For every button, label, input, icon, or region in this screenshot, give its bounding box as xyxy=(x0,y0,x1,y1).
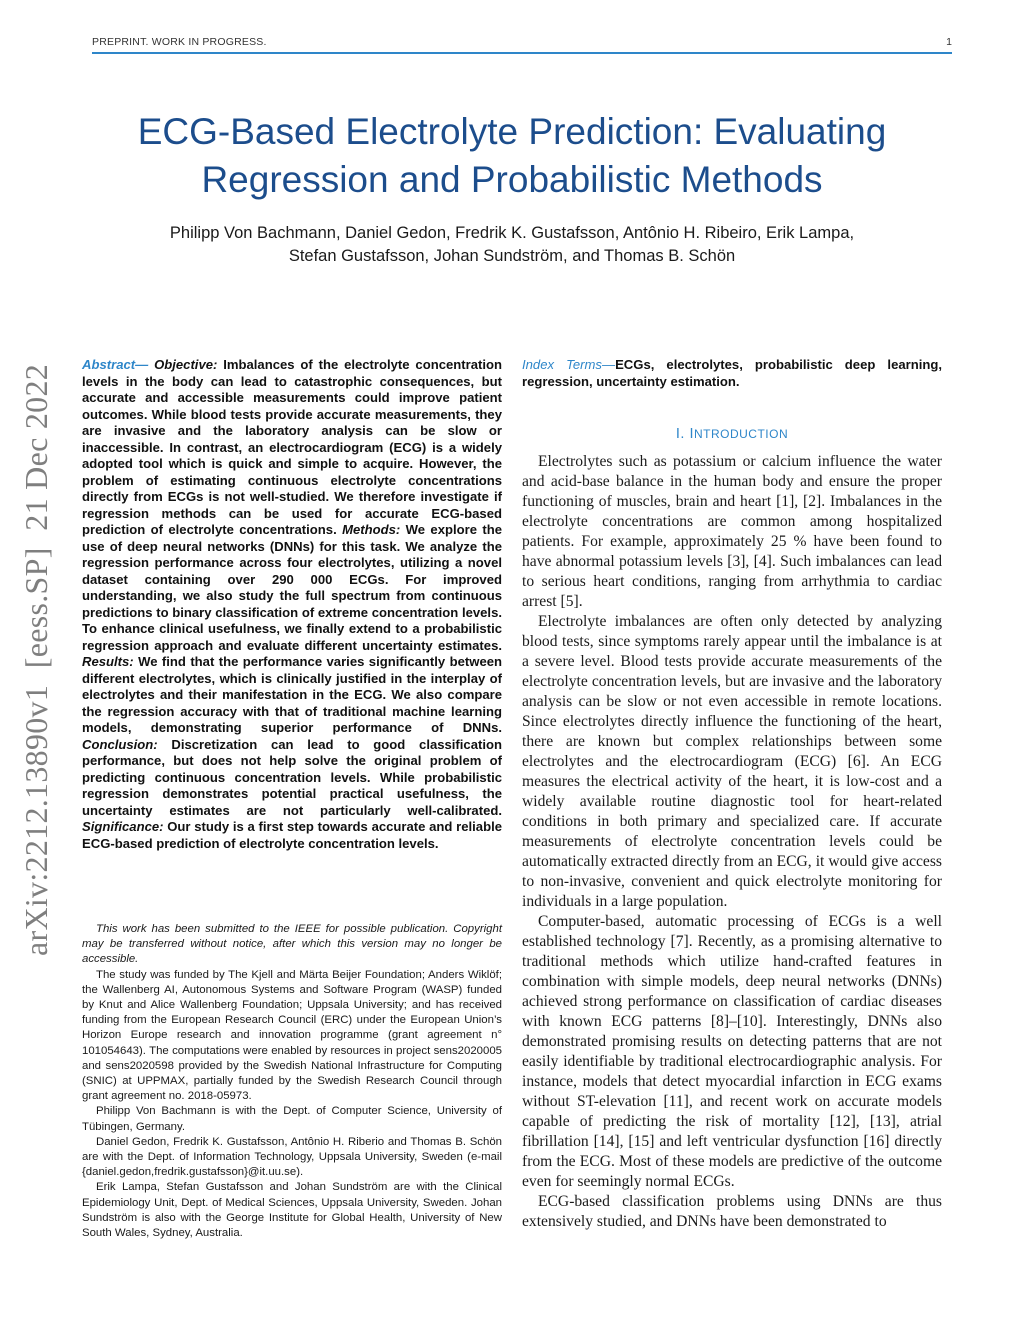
intro-paragraph: Computer-based, automatic processing of ECGs is a well established technology [7]. Recently, as a promising alternative to traditional methods which utilize hand-crafted features in combination with simple models, deep neural networks (DNNs) achieved strong performance on classification of cardiac diseases with known ECG patterns [8]–[10]. Interestingly, DNNs also demonstrated promising results on detecting patterns that are not easily identifiable by traditional electrocardiographic analysis. For instance, models that detect myocardial infarction in ECG exams without ST-elevation [11], and recent work on accurate models capable of predicting the risk of mortality [12], [13], atrial fibrillation [14], [15] and left ventricular dysfunction [16] directly from the ECG. Most of these models are predictive of the outcome even for seemingly normal ECGs. xyxy=(522,913,942,1190)
section-first-letter: I xyxy=(689,426,694,442)
introduction-body xyxy=(522,452,942,1232)
abstract-conclusion: Discretization can lead to good classification performance, but does not help solve the original problem of predicting continuous concentration levels. While probabilistic regression demonstrates potential practical usefulness, the uncertainty estimates are not particularly well-calibrated. xyxy=(82,736,502,818)
abstract-label: Abstract— xyxy=(82,357,149,372)
footnote-affiliation-3: Erik Lampa, Stefan Gustafsson and Johan Sundström are with the Clinical Epidemiology Unit, Dept. of Medical Sciences, Uppsala University, Sweden. Johan Sundström is also with the George Institute for Global Health, University of New South Wales, Sydney, Australia. xyxy=(82,1181,502,1240)
footnote-submission: This work has been submitted to the IEEE for possible publication. Copyright may be transferred without notice, after which this version may no longer be accessible. xyxy=(82,923,502,966)
abstract-methods: We explore the use of deep neural networks (DNNs) for this task. We analyze the regression performance across four electrolytes, utilizing a novel dataset containing over 290 000 ECGs. For improved understanding, we also study the full spectrum from continuous predictions to binary classification of extreme concentration levels. To enhance clinical usefulness, we finally extend to a probabilistic regression approach and evaluate different uncertainty estimates. xyxy=(82,522,503,653)
abstract-objective: Imbalances of the electrolyte concentration levels in the body can lead to catastrophic consequences, but accurate and accessible measurements could improve patient outcomes. While blood tests provide accurate measurements, they are invasive and the laboratory analysis can be slow or inaccessible. In contrast, an electrocardiogram (ECG) is a widely adopted tool which is quick and simple to acquire. However, the problem of estimating continuous electrolyte concentrations directly from ECGs is not well-studied. We therefore investigate if regression methods can be used for accurate ECG-based prediction of electrolyte concentrations. xyxy=(82,357,502,537)
footnote-affiliation-1: Philipp Von Bachmann is with the Dept. of Computer Science, University of Tübingen, Germany. xyxy=(82,1105,502,1133)
intro-paragraph: ECG-based classification problems using DNNs are thus extensively studied, and DNNs have been demonstrated to xyxy=(522,1193,942,1230)
footnote-affiliation-2: Daniel Gedon, Fredrik K. Gustafsson, Antônio H. Riberio and Thomas B. Schön are with the Dept. of Information Technology, Uppsala University, Sweden (e-mail {daniel.gedon,fredrik.gustafsson}@it.uu.se). xyxy=(82,1135,502,1179)
methods-label: Methods: xyxy=(342,522,401,537)
header-rule xyxy=(92,52,952,54)
index-terms-text: ECGs, electrolytes, probabilistic deep learning, regression, uncertainty estimation. xyxy=(522,357,942,389)
footnotes xyxy=(82,922,502,1241)
author-line-1: Philipp Von Bachmann, Daniel Gedon, Fredrik K. Gustafsson, Antônio H. Ribeiro, Erik Lampa, xyxy=(169,224,855,242)
author-list xyxy=(60,222,964,268)
arxiv-side-stamp: arXiv:2212.13890v1 [eess.SP] 21 Dec 2022 xyxy=(18,363,54,956)
index-terms xyxy=(522,357,942,390)
intro-paragraph: Electrolyte imbalances are often only detected by analyzing blood tests, since symptoms rarely appear until the imbalance is at a severe level. Blood tests provide accurate measurements of the electrolyte concentration levels, but are invasive and the laboratory analysis can be slow or not even accessible in remote locations. Since electrolytes directly influence the functioning of the heart, there are known but complex relationships between some electrolytes and the electrocardiogram (ECG) [6]. An ECG measures the electrical activity of the heart, it is low-cost and a widely available routine diagnostic tool for heart-related conditions in both primary and specialized care. If accurate measurements of electrolyte concentration levels could be automatically extracted directly from an ECG, it would give access to non-invasive, convenient and quick electrolyte monitoring for individuals in a large population. xyxy=(522,613,942,910)
abstract-significance: Our study is a first step towards accurate and reliable ECG-based prediction of electrolyte concentration levels. xyxy=(82,819,503,851)
page-number: 1 xyxy=(946,36,952,48)
running-header: PREPRINT. WORK IN PROGRESS. xyxy=(92,36,267,48)
index-terms-label: Index Terms— xyxy=(522,357,616,372)
section-heading-introduction xyxy=(522,426,942,442)
paper-title: ECG-Based Electrolyte Prediction: Evaluating Regression and Probabilistic Methods xyxy=(137,111,887,200)
section-number: I. xyxy=(675,426,685,442)
significance-label: Significance: xyxy=(82,819,164,834)
footnote-funding: The study was funded by The Kjell and Märta Beijer Foundation; Anders Wiklöf; the Wallenberg AI, Autonomous Systems and Software Program (WASP) funded by Knut and Alice Wallenberg Foundation; Uppsala University; and has received funding from the European Research Council (ERC) under the European Union’s Horizon Europe research and innovation programme (grant agreement n° 101054643). The computations were enabled by resources in project sens2020005 and sens2020598 provided by the Swedish National Infrastructure for Computing (SNIC) at UPPMAX, partially funded by the Swedish Research Council through grant agreement no. 2018-05973. xyxy=(82,968,502,1103)
objective-label: Objective: xyxy=(154,357,218,372)
conclusion-label: Conclusion: xyxy=(82,736,158,752)
author-line-2: Stefan Gustafsson, Johan Sundström, and Thomas B. Schön xyxy=(288,247,736,265)
section-title-rest: NTRODUCTION xyxy=(693,427,789,441)
results-label: Results: xyxy=(82,654,134,669)
intro-paragraph: Electrolytes such as potassium or calcium influence the water and acid-base balance in the human body and ensure the proper functioning of muscles, brain and heart [1], [2]. Imbalances in the electrolyte concentrations are common among hospitalized patients. For example, approximately 25 % have been found to have abnormal potassium levels [3], [4]. Such imbalances can lead to serious heart conditions, ranging from arrhythmia to cardiac arrest [5]. xyxy=(522,453,942,610)
abstract-results: We find that the performance varies significantly between different electrolytes, which is clinically justified in the interplay of electrolytes and their manifestation in the ECG. We also compare the regression accuracy with that of traditional machine learning models, demonstrating superior performance of DNNs. xyxy=(82,654,503,735)
abstract xyxy=(82,357,502,852)
